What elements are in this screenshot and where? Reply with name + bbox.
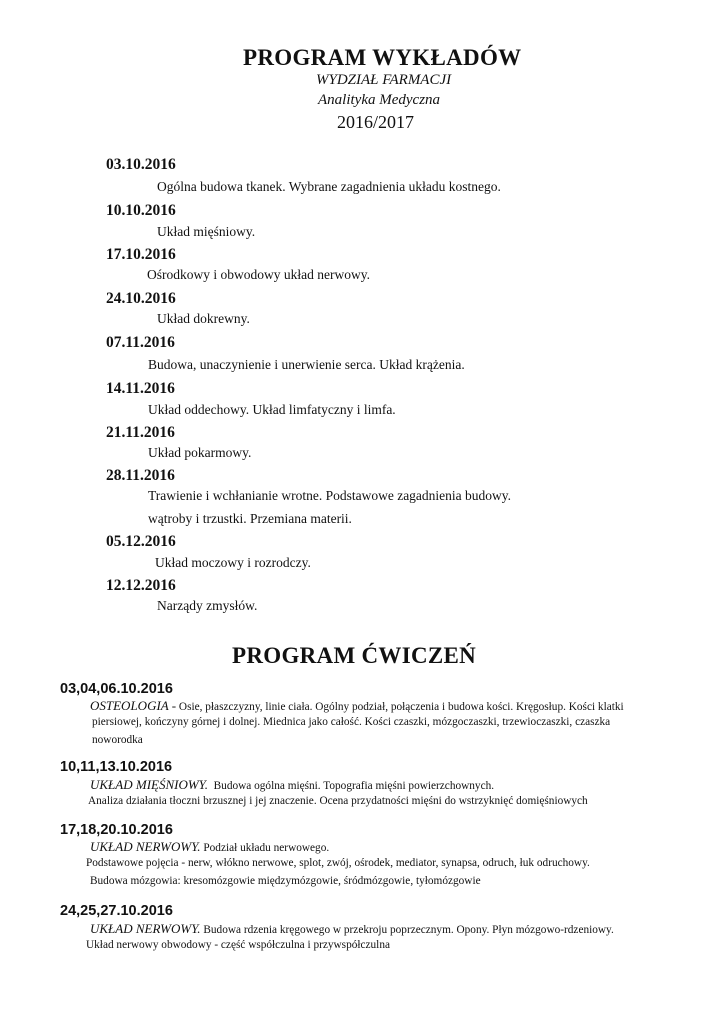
lecture-date: 12.12.2016 [106, 577, 176, 594]
lecture-date: 10.10.2016 [106, 202, 176, 219]
lecture-topic: Ogólna budowa tkanek. Wybrane zagadnienia układu kostnego. [157, 179, 501, 194]
exercise-text: Podział układu nerwowego. [203, 842, 330, 854]
lecture-date: 05.12.2016 [106, 533, 176, 550]
lecture-date: 24.10.2016 [106, 290, 176, 307]
exercise-text: Analiza działania tłoczni brzusznej i jej znaczenie. Ocena przydatności mięśni do wstrzyknięć domięśniowych [88, 795, 588, 807]
lecture-date: 14.11.2016 [106, 380, 175, 397]
exercise-date: 10,11,13.10.2016 [60, 759, 173, 775]
lecture-date: 17.10.2016 [106, 246, 176, 263]
exercise-heading: OSTEOLOGIA - [90, 698, 177, 713]
lecture-topic: Układ moczowy i rozrodczy. [155, 555, 311, 570]
lecture-date: 07.11.2016 [106, 334, 175, 351]
page-title: PROGRAM WYKŁADÓW [243, 45, 522, 70]
academic-year: 2016/2017 [337, 112, 415, 132]
lecture-topic: Układ pokarmowy. [148, 445, 252, 460]
exercise-line [90, 921, 614, 937]
lecture-date: 28.11.2016 [106, 467, 175, 484]
program-subtitle: Analityka Medyczna [318, 92, 441, 108]
lecture-topic: Trawienie i wchłanianie wrotne. Podstawowe zagadnienia budowy. [148, 488, 512, 503]
exercise-heading: UKŁAD NERWOWY. [90, 839, 201, 854]
lecture-topic: Układ dokrewny. [157, 311, 250, 326]
lecture-topic-continued: wątroby i trzustki. Przemiana materii. [148, 511, 352, 526]
exercise-text: Podstawowe pojęcia - nerw, włókno nerwowe, splot, zwój, ośrodek, mediator, synapsa, odruch, łuk odruchowy. [86, 857, 590, 869]
lecture-topic: Budowa, unaczynienie i unerwienie serca. Układ krążenia. [148, 357, 465, 372]
exercise-date: 17,18,20.10.2016 [60, 822, 173, 838]
lecture-topic: Ośrodkowy i obwodowy układ nerwowy. [147, 267, 370, 282]
exercise-text: noworodka [92, 734, 143, 746]
exercise-text: Osie, płaszczyzny, linie ciała. Ogólny podział, połączenia i budowa kości. Kręgosłup. Kości klatki [178, 701, 624, 713]
exercise-heading: UKŁAD NERWOWY. [90, 921, 201, 936]
exercise-line [90, 839, 329, 855]
exercise-date: 24,25,27.10.2016 [60, 903, 173, 919]
exercise-text: Układ nerwowy obwodowy - część współczulna i przywspółczulna [86, 939, 390, 951]
exercise-text: Budowa mózgowia: kresomózgowie międzymózgowie, śródmózgowie, tyłomózgowie [90, 875, 481, 887]
exercise-text: Budowa rdzenia kręgowego w przekroju poprzecznym. Opony. Płyn mózgowo-rdzeniowy. [203, 924, 614, 936]
lecture-topic: Narządy zmysłów. [157, 598, 258, 613]
exercise-text: Budowa ogólna mięśni. Topografia mięśni powierzchownych. [213, 780, 495, 792]
exercise-line [90, 698, 624, 714]
exercise-line [90, 777, 494, 793]
lecture-date: 03.10.2016 [106, 156, 176, 173]
lecture-topic: Układ oddechowy. Układ limfatyczny i limfa. [148, 402, 396, 417]
lecture-topic: Układ mięśniowy. [157, 224, 256, 239]
exercise-date: 03,04,06.10.2016 [60, 681, 173, 697]
exercises-title: PROGRAM ĆWICZEŃ [232, 643, 477, 668]
exercise-heading: UKŁAD MIĘŚNIOWY. [90, 777, 208, 792]
exercise-text: piersiowej, kończyny górnej i dolnej. Miednica jako całość. Kości czaszki, mózgoczaszki, trzewioczaszki, czaszka [92, 716, 611, 728]
lecture-date: 21.11.2016 [106, 424, 175, 441]
faculty-subtitle: WYDZIAŁ FARMACJI [316, 72, 452, 88]
